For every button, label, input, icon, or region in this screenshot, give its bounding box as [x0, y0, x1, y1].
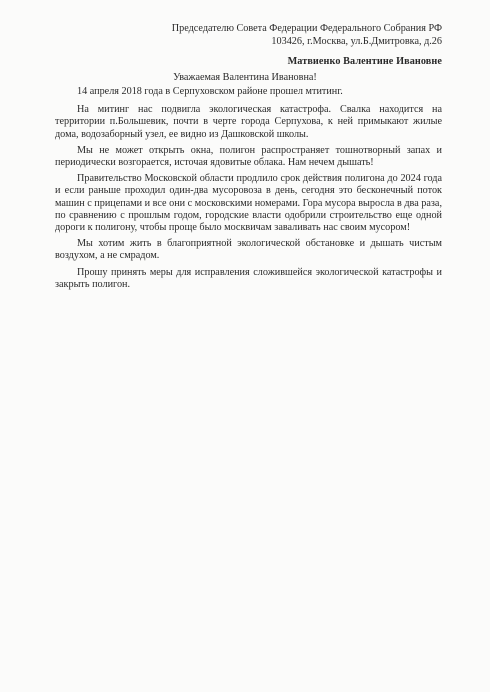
paragraph: На митинг нас подвигла экологическая катастрофа. Свалка находится на территории п.Большевик, почти в черте города Серпухова, к ней примыкают жилые дома, водозаборный узел, ее видно из Дашковской школы. — [55, 104, 442, 140]
paragraph: Прошу принять меры для исправления сложившейся экологической катастрофы и закрыть полигон. — [55, 266, 442, 290]
addressee-address: 103426, г.Москва, ул.Б.Дмитровка, д.26 — [271, 36, 442, 47]
paragraph: Мы хотим жить в благоприятной экологической обстановке и дышать чистым воздухом, а не смрадом. — [55, 238, 442, 262]
addressee-name: Матвиенко Валентине Ивановне — [287, 56, 442, 67]
paragraph: Мы не может открыть окна, полигон распространяет тошнотворный запах и периодически возгорается, источая ядовитые облака. Нам нечем дышать! — [55, 144, 442, 169]
addressee-block — [112, 22, 442, 68]
paragraph-date: 14 апреля 2018 года в Серпуховском районе прошел мтитинг. — [77, 86, 343, 97]
letter-body — [55, 86, 442, 295]
salutation: Уважаемая Валентина Ивановна! — [173, 72, 317, 83]
addressee-title: Председателю Совета Федерации Федерального Собрания РФ — [171, 23, 442, 34]
paragraph: Правительство Московской области продлило срок действия полигона до 2024 года и если раньше проходил один-два мусоровоза в день, сегодня это бесконечный поток машин с прицепами и все они с московскими номерами. Гора мусора выросла в два раза, по сравнению с прошлым годом, городские власти одобрили строительство еще одной дороги к полигону, чтобы проще было москвичам заваливать нас своим мусором! — [55, 173, 442, 234]
